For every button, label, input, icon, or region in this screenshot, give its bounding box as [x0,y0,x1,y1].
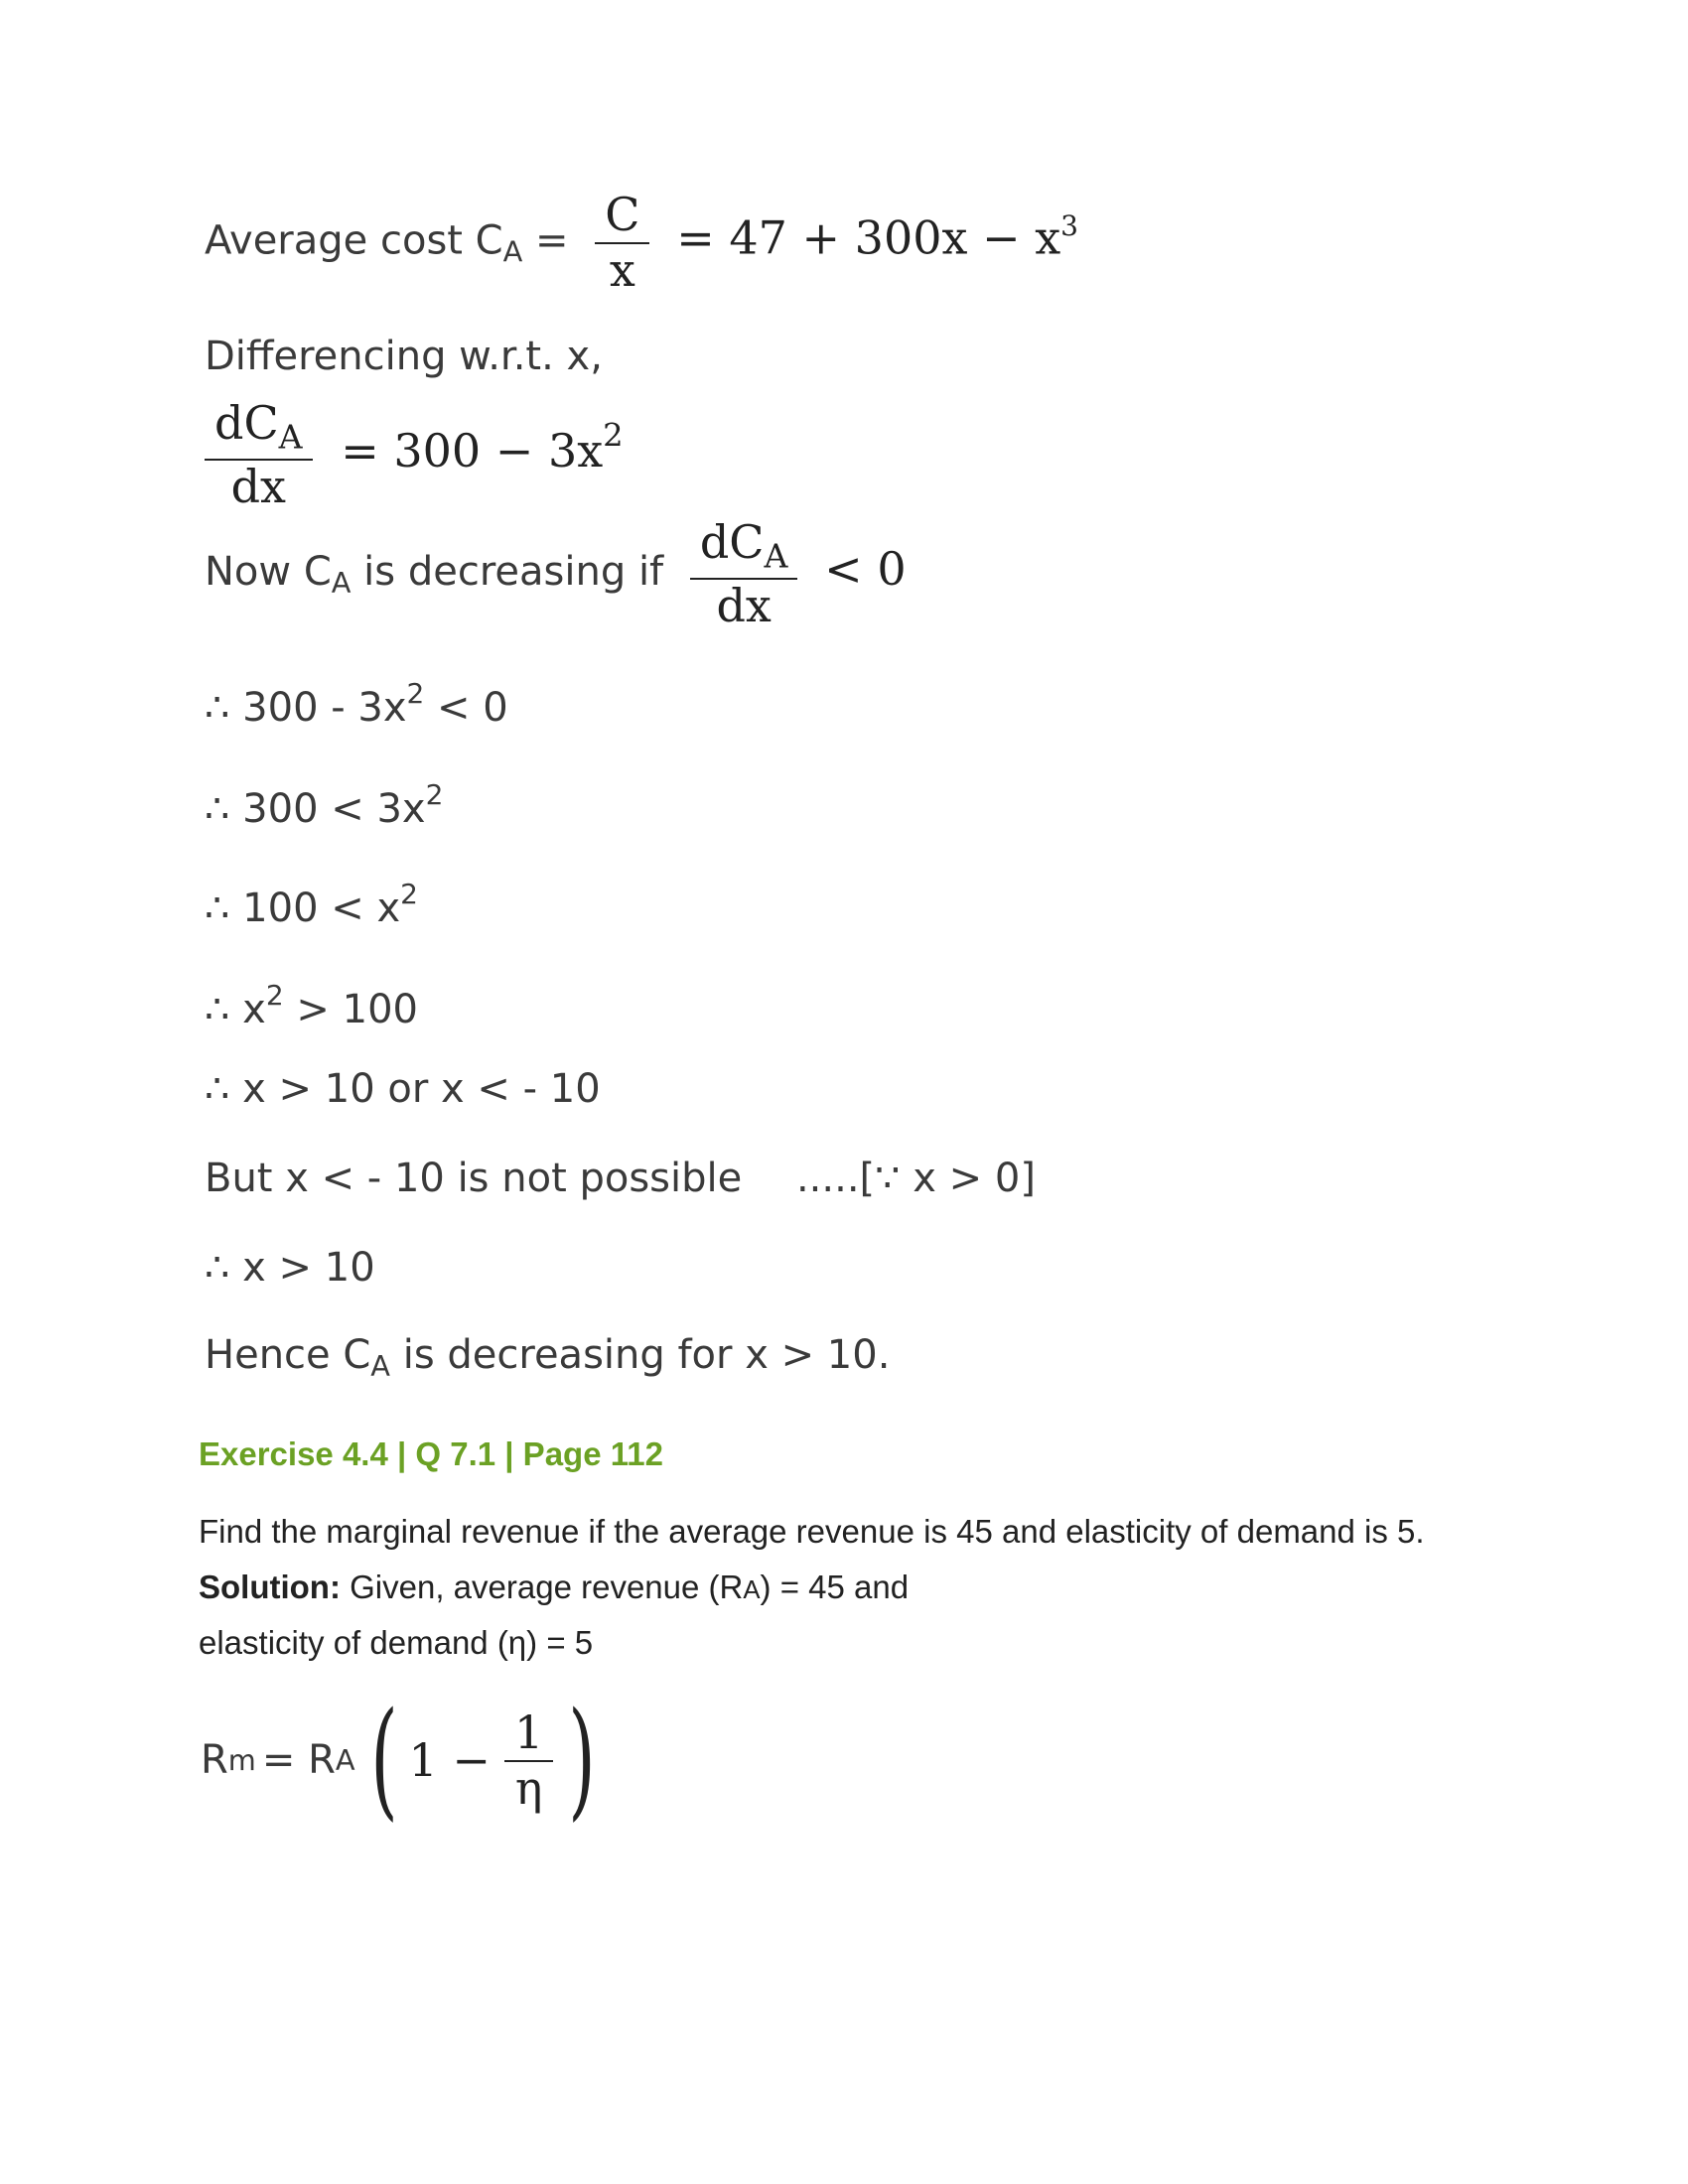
text: ∴ 300 - 3x [205,685,407,732]
equals: = [522,217,582,264]
denominator: η [514,1761,543,1815]
average-cost-equation [205,188,1078,298]
step-line: ∴ x > 10 [205,1245,375,1291]
exponent: 2 [400,878,418,910]
left-paren: ( [369,1686,398,1834]
exponent: 2 [265,979,284,1012]
text: = R [261,1737,336,1783]
fraction [595,188,649,298]
subscript: A [278,417,303,457]
fraction [205,396,313,514]
numerator-text: dC [214,396,279,450]
conclusion-line [205,1332,890,1383]
exercise-heading: Exercise 4.4 | Q 7.1 | Page 112 [199,1435,663,1472]
decreasing-condition [205,515,907,633]
text: ∴ 300 < 3x [205,786,426,833]
numerator: 1 [504,1708,553,1762]
text: < 0 [424,685,508,732]
numerator [205,396,313,461]
right-paren: ) [568,1686,596,1834]
fraction [504,1705,553,1815]
text: Now C [205,549,332,596]
text: is decreasing for x > 10. [390,1332,891,1378]
text: > 100 [283,987,418,1033]
text: R [201,1737,228,1783]
numerator-text: dC [699,515,765,569]
text: ) = 45 and [760,1569,910,1605]
text: ∴ x [205,987,266,1033]
rhs-expression: < 0 [824,542,907,597]
not-possible-line [205,1156,1036,1201]
solution-line-2: elasticity of demand (η) = 5 [199,1624,594,1661]
differencing-line: Differencing w.r.t. x, [205,334,603,379]
average-cost-label: Average cost C [205,217,503,264]
question-text: Find the marginal revenue if the average revenue is 45 and elasticity of demand is 5. [199,1513,1425,1550]
step-line: ∴ x > 10 or x < - 10 [205,1066,601,1112]
step-line [205,979,418,1032]
step-line [205,778,443,832]
subscript: A [502,234,523,269]
numerator [690,515,798,580]
subscript: A [370,1349,390,1384]
text: Hence C [205,1332,371,1378]
exponent: 2 [425,778,444,811]
derivative-equation [205,396,624,514]
subscript: A [335,1743,355,1777]
subscript: m [227,1743,256,1777]
step-line [205,677,508,731]
step-line [205,878,418,931]
rhs-expression: = 300 − 3x [341,424,604,478]
text: ∴ 100 < x [205,886,401,932]
numerator: C [595,191,649,244]
subscript: A [743,1576,761,1604]
fraction [690,515,798,633]
text: Given, average revenue (R [340,1569,744,1605]
subscript: A [331,566,352,601]
text: 1 − [408,1733,491,1787]
denominator: dx [230,460,286,514]
exponent: 3 [1060,209,1078,243]
text: But x < - 10 is not possible [205,1156,743,1201]
marginal-revenue-formula [201,1686,607,1834]
exponent: 2 [603,416,624,455]
denominator: x [609,243,635,298]
rhs-expression: = 47 + 300x − x [676,210,1061,265]
exponent: 2 [406,677,425,710]
subscript: A [764,536,788,576]
denominator: dx [716,579,772,633]
reason-text: .....[∵ x > 0] [795,1156,1036,1201]
solution-line [199,1569,909,1606]
solution-label: Solution: [199,1569,341,1605]
text: is decreasing if [351,549,664,596]
